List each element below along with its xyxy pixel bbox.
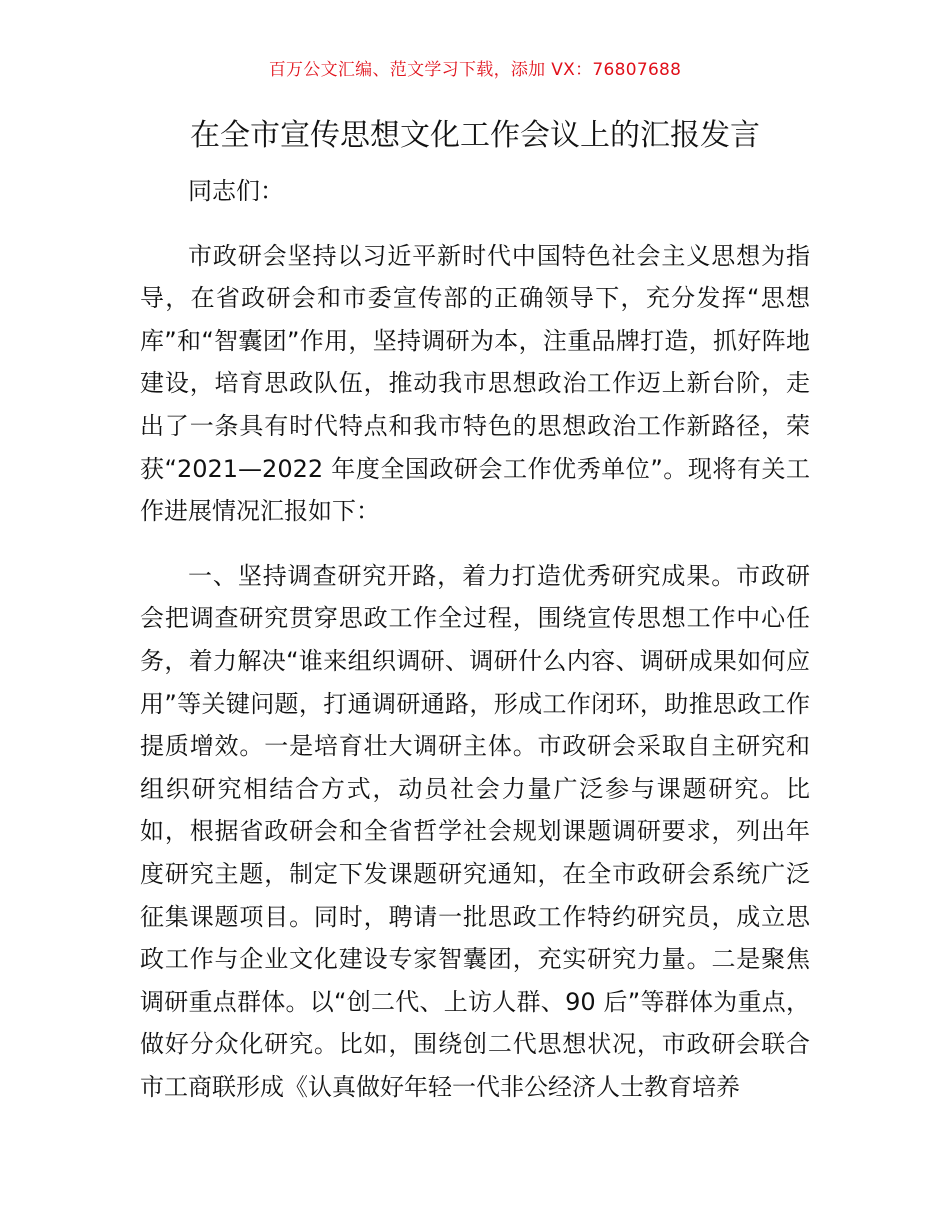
salutation: 同志们： — [188, 177, 284, 205]
document-title: 在全市宣传思想文化工作会议上的汇报发言 — [190, 118, 760, 153]
header-watermark-note: 百万公文汇编、范文学习下载，添加 VX：76807688 — [268, 60, 682, 80]
document-body — [140, 170, 810, 1108]
paragraph-intro: 市政研会坚持以习近平新时代中国特色社会主义思想为指导，在省政研会和市委宣传部的正确领导下，充分发挥“思想库”和“智囊团”作用，坚持调研为本，注重品牌打造，抓好阵地建设，培育思政队伍，推动我市思想政治工作迈上新台阶，走出了一条具有时代特点和我市特色的思想政治工作新路径，荣获“2021—2022 年度全国政研会工作优秀单位”。现将有关工作进展情况汇报如下： — [140, 241, 810, 526]
paragraph-section-one: 一、坚持调查研究开路，着力打造优秀研究成果。市政研会把调查研究贯穿思政工作全过程，围绕宣传思想工作中心任务，着力解决“谁来组织调研、调研什么内容、调研成果如何应用”等关键问题，打通调研通路，形成工作闭环，助推思政工作提质增效。一是培育壮大调研主体。市政研会采取自主研究和组织研究相结合方式，动员社会力量广泛参与课题研究。比如，根据省政研会和全省哲学社会规划课题调研要求，列出年度研究主题，制定下发课题研究通知，在全市政研会系统广泛征集课题项目。同时，聘请一批思政工作特约研究员，成立思政工作与企业文化建设专家智囊团，充实研究力量。二是聚焦调研重点群体。以“创二代、上访人群、90 后”等群体为重点，做好分众化研究。比如，围绕创二代思想状况，市政研会联合市工商联形成《认真做好年轻一代非公经济人士教育培养 — [140, 561, 810, 1101]
